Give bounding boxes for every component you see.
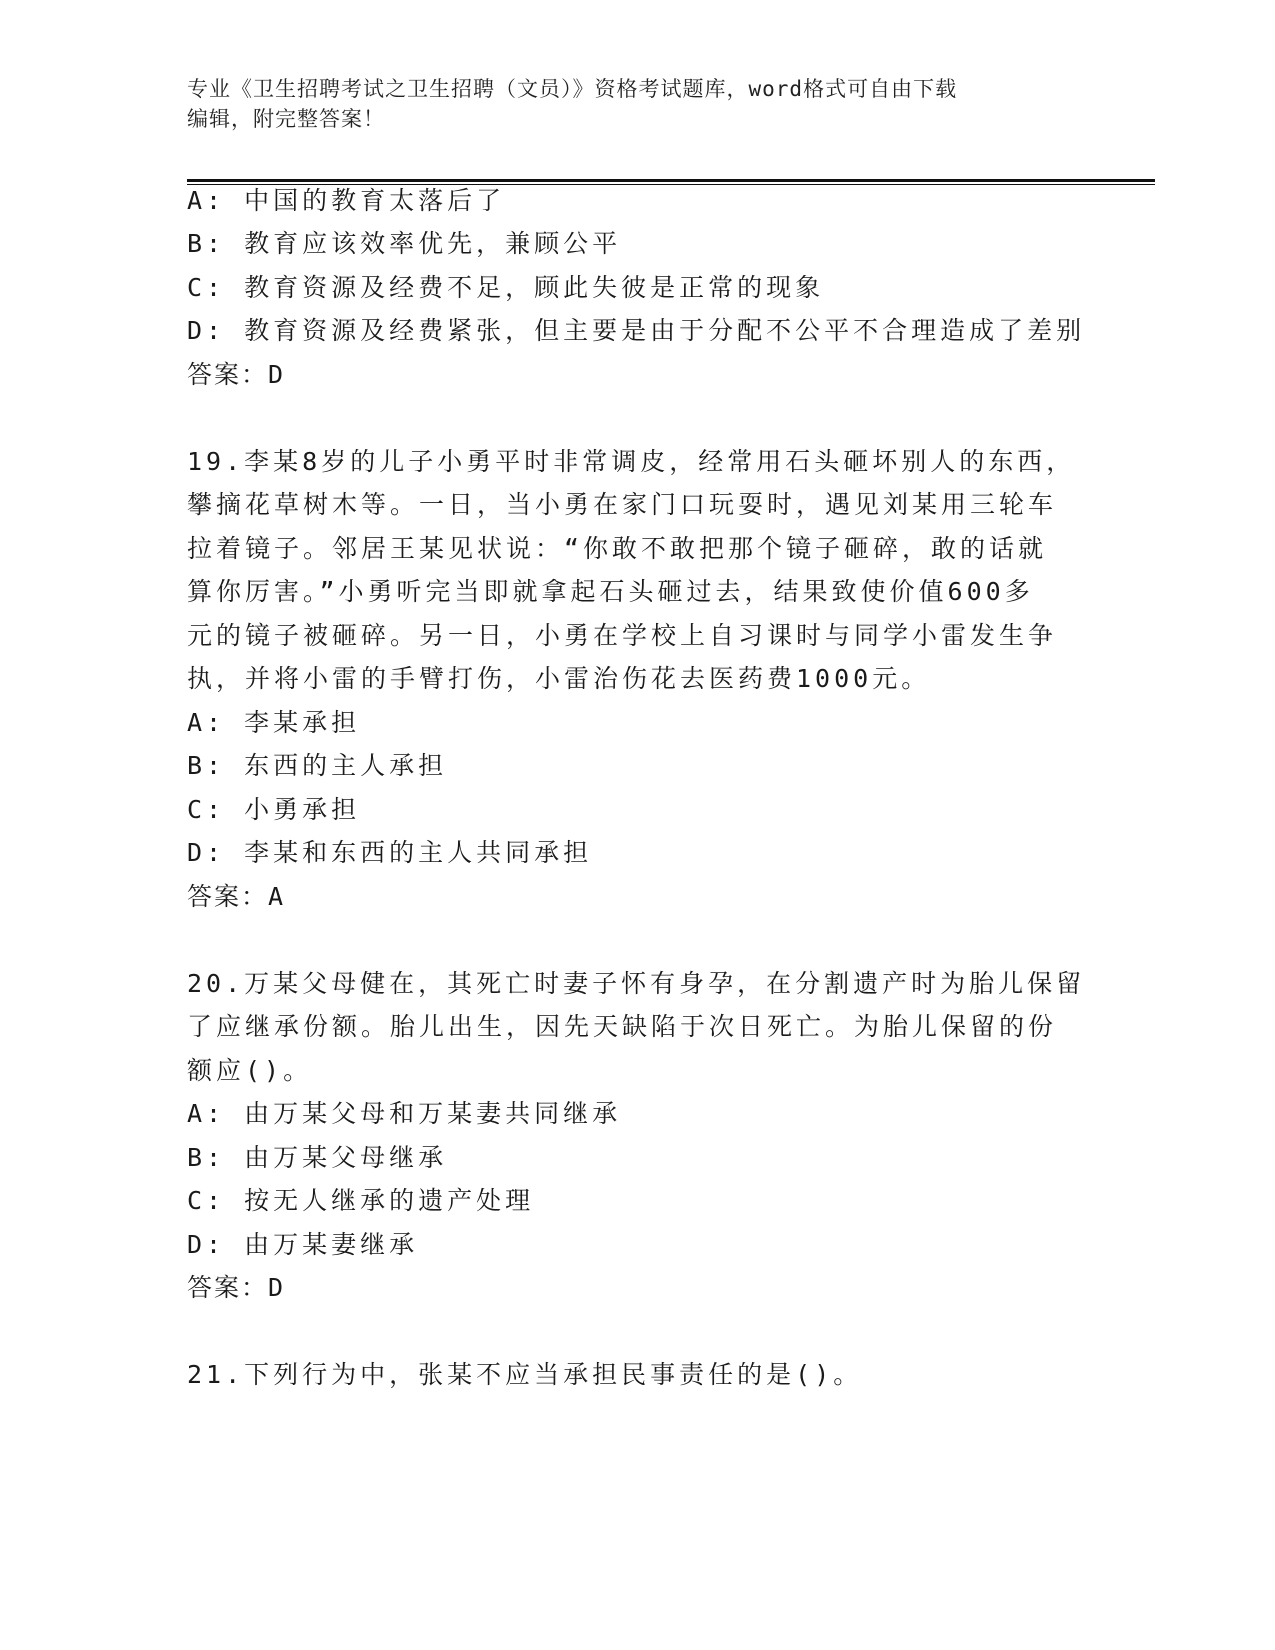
- q19-stem-line: 元的镜子被砸碎。另一日，小勇在学校上自习课时与同学小雷发生争: [187, 621, 1058, 650]
- q21-stem-line: 21.下列行为中，张某不应当承担民事责任的是()。: [187, 1360, 863, 1389]
- q18-option-a: A: 中国的教育太落后了: [187, 186, 506, 215]
- q20-stem-line: 了应继承份额。胎儿出生，因先天缺陷于次日死亡。为胎儿保留的份: [187, 1012, 1058, 1041]
- q19-stem-line: 执，并将小雷的手臂打伤，小雷治伤花去医药费1000元。: [187, 664, 931, 693]
- q19-option-d: D: 李某和东西的主人共同承担: [187, 838, 593, 867]
- q20-stem-line: 额应()。: [187, 1056, 313, 1085]
- header-rule-thin: [187, 184, 1155, 185]
- q19-option-c: C: 小勇承担: [187, 795, 361, 824]
- q19-stem-line: 攀摘花草树木等。一日，当小勇在家门口玩耍时，遇见刘某用三轮车: [187, 490, 1058, 519]
- q19-answer: 答案：A: [187, 882, 286, 911]
- q20-option-d: D: 由万某妻继承: [187, 1230, 419, 1259]
- q18-option-c: C: 教育资源及经费不足，顾此失彼是正常的现象: [187, 273, 825, 302]
- q20-option-b: B: 由万某父母继承: [187, 1143, 448, 1172]
- q20-option-a: A: 由万某父母和万某妻共同继承: [187, 1099, 622, 1128]
- q20-stem-line: 20.万某父母健在，其死亡时妻子怀有身孕，在分割遗产时为胎儿保留: [187, 969, 1086, 998]
- q18-option-b: B: 教育应该效率优先，兼顾公平: [187, 229, 622, 258]
- q18-answer: 答案：D: [187, 360, 286, 389]
- document-header: [187, 74, 1087, 134]
- q20-answer: 答案：D: [187, 1273, 286, 1302]
- q18-option-d: D: 教育资源及经费紧张，但主要是由于分配不公平不合理造成了差别: [187, 316, 1086, 345]
- q19-stem-line: 算你厉害。”小勇听完当即就拿起石头砸过去，结果致使价值600多: [187, 577, 1034, 606]
- q19-option-a: A: 李某承担: [187, 708, 361, 737]
- q19-stem-line: 19.李某8岁的儿子小勇平时非常调皮，经常用石头砸坏别人的东西，: [187, 447, 1076, 476]
- header-line-2: 编辑，附完整答案！: [187, 107, 385, 131]
- q20-option-c: C: 按无人继承的遗产处理: [187, 1186, 535, 1215]
- header-line-1: 专业《卫生招聘考试之卫生招聘（文员）》资格考试题库，word格式可自由下载: [187, 77, 958, 101]
- q19-option-b: B: 东西的主人承担: [187, 751, 448, 780]
- q19-stem-line: 拉着镜子。邻居王某见状说：“你敢不敢把那个镜子砸碎，敢的话就: [187, 534, 1048, 563]
- header-rule-thick: [187, 179, 1155, 182]
